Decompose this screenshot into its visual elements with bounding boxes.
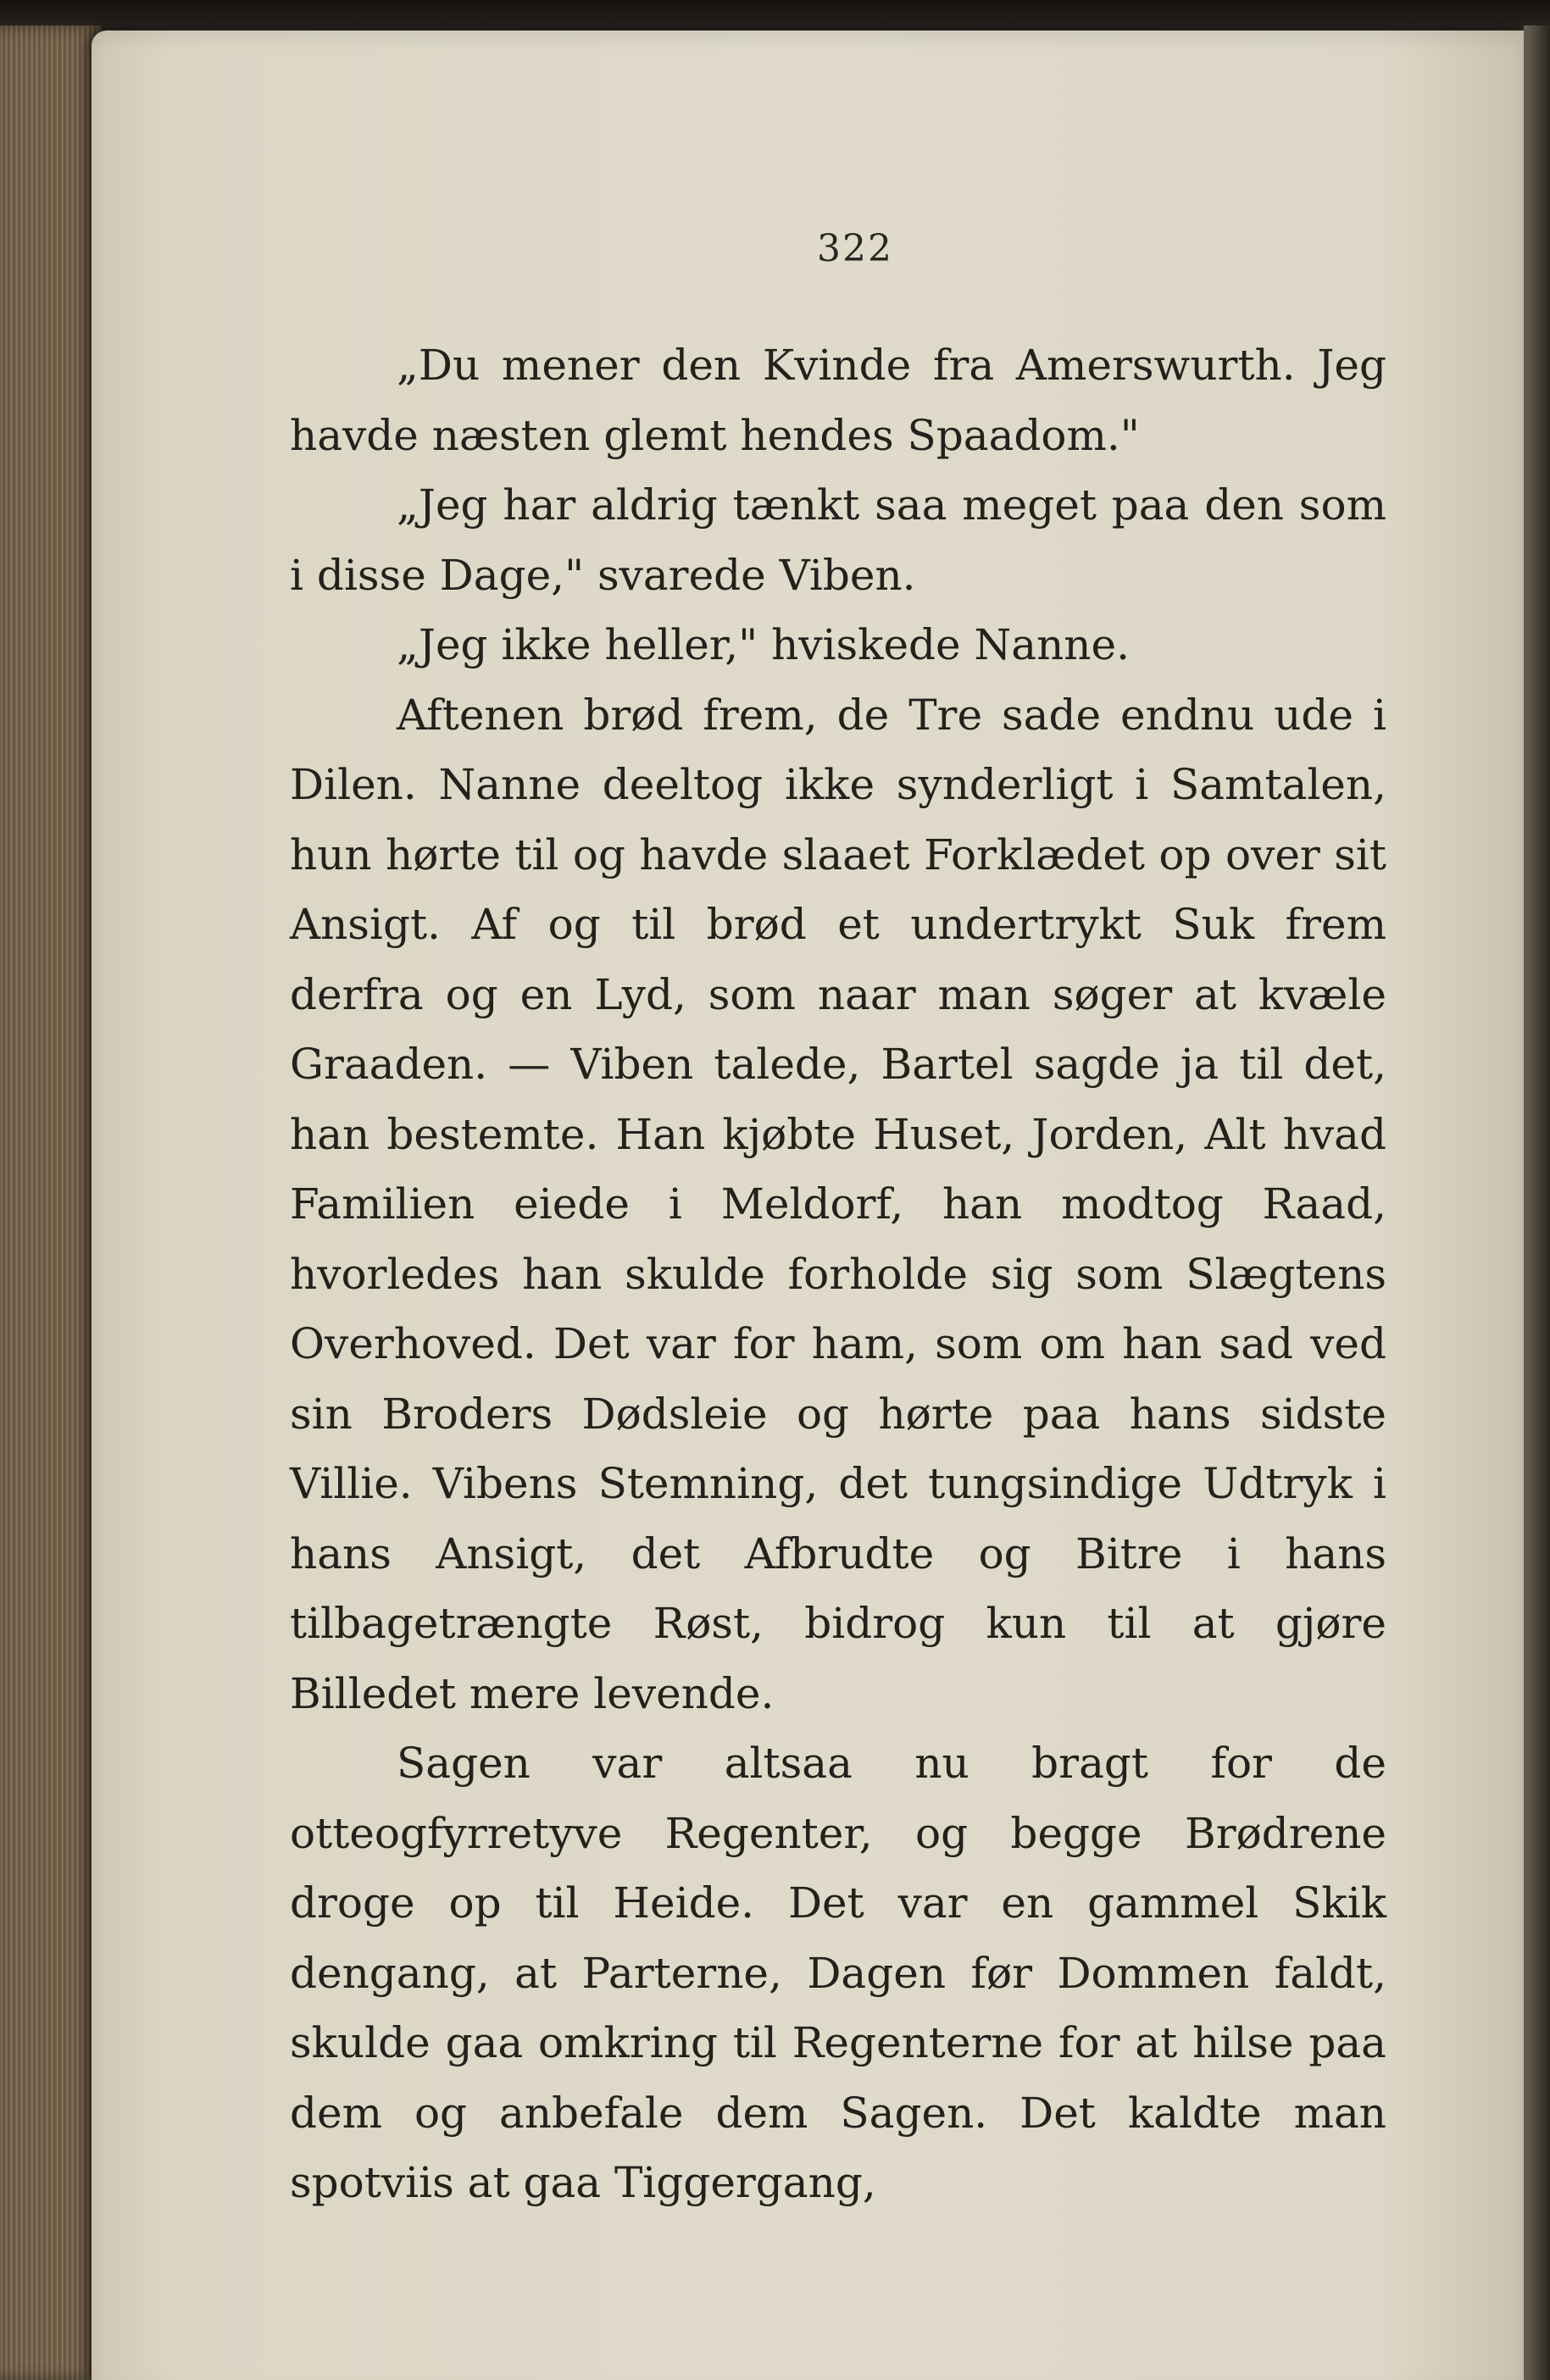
top-shadow-band: [0, 0, 1550, 34]
paragraph-1: „Du mener den Kvinde fra Amerswurth. Jeg havde næsten glemt hendes Spaadom.": [290, 341, 1386, 460]
page-number: 322: [817, 227, 893, 270]
page-text: [290, 330, 1386, 2218]
paragraph-3: „Jeg ikke heller," hviskede Nanne.: [397, 620, 1130, 669]
left-page-edges: [0, 25, 102, 2380]
paragraph-2: „Jeg har aldrig tænkt saa meget paa den som i disse Dage," svarede Viben.: [290, 480, 1386, 600]
right-gutter: [1524, 25, 1550, 2380]
paragraph-5: Sagen var altsaa nu bragt for de otteogfyrretyve Regenter, og begge Brødrene droge op til Heide. Det var en gammel Skik dengang, at Parterne, Dagen før Dommen faldt, skulde gaa omkring til Regenterne for at hilse paa dem og anbefale dem Sagen. Det kaldte man spotviis at gaa Tiggergang,: [290, 1739, 1386, 2207]
paragraph-4: Aftenen brød frem, de Tre sade endnu ude i Dilen. Nanne deeltog ikke synderligt i Samtalen, hun hørte til og havde slaaet Forklædet op over sit Ansigt. Af og til brød et undertrykt Suk frem derfra og en Lyd, som naar man søger at kvæle Graaden. — Viben talede, Bartel sagde ja til det, han bestemte. Han kjøbte Huset, Jorden, Alt hvad Familien eiede i Meldorf, han modtog Raad, hvorledes han skulde forholde sig som Slægtens Overhoved. Det var for ham, som om han sad ved sin Broders Dødsleie og hørte paa hans sidste Villie. Vibens Stemning, det tungsindige Udtryk i hans Ansigt, det Afbrudte og Bitre i hans tilbagetrængte Røst, bidrog kun til at gjøre Billedet mere levende.: [290, 690, 1386, 1718]
